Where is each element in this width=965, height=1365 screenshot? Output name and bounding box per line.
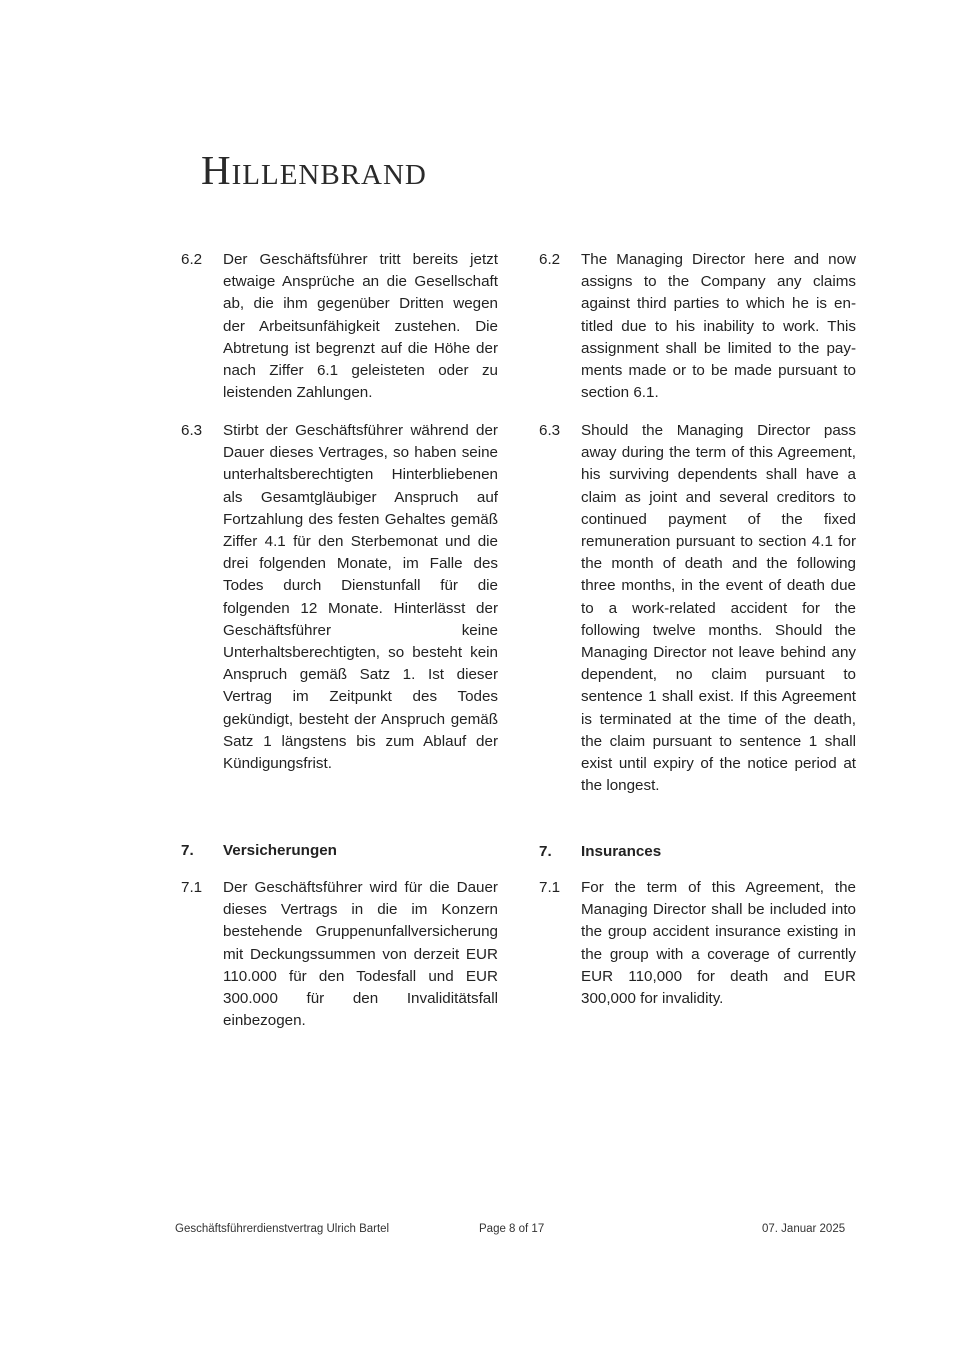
clause-number: 6.2	[539, 251, 561, 268]
footer-document-title: Geschäftsführerdienstvertrag Ulrich Bartel	[175, 1223, 390, 1235]
clause-number: 6.3	[539, 422, 561, 439]
clause-number: 7.1	[539, 879, 561, 896]
german-section-7-heading	[181, 840, 498, 862]
clause-text: Stirbt der Geschäftsführer während der Dauer dieses Vertrages, so haben seine unterhaltsberechtigten Hinterbliebenen als Gesamtgläubiger Anspruch auf Fortzahlung des festen Gehaltes gemäß Ziffer 4.1 für den Sterbemonat und die drei folgenden Monate, im Falle des Todes durch Dienstunfall für die folgenden 12 Monate. Hinterlässt der Geschäftsführer keine Unterhaltsberechtigten, so besteht kein Anspruch gemäß Satz 1. Ist dieser Vertrag im Zeitpunkt des Todes gekündigt, besteht der Anspruch gemäß Satz 1 längstens bis zum Ablauf der Kündigungsfrist.	[223, 422, 498, 773]
clause-text: Der Geschäftsführer wird für die Dauer dieses Vertrags in die im Konzern bestehende Gruppenunfallversicherung mit Deckungssummen von derzeit EUR 110.000 für den Todesfall und EUR 300.000 für den Invaliditätsfall einbezogen.	[223, 879, 498, 1030]
english-clause-6-3	[539, 420, 856, 797]
footer-date: 07. Januar 2025	[762, 1223, 846, 1235]
section-title: Versicherungen	[223, 842, 337, 859]
german-clause-7-1	[181, 877, 498, 1032]
english-clause-7-1	[539, 877, 856, 1010]
german-clause-6-3	[181, 420, 498, 775]
section-number: 7.	[539, 843, 552, 860]
clause-text: Should the Managing Director pass away during the term of this Agreement, his surviving dependents shall have a claim as joint and several creditors to continued payment of the fixed remuneration pursuant to section 4.1 for the month of death and the following three months, in the event of death due to a work-related accident for the following twelve months. Should the Managing Director not leave behind any dependent, no claim pursuant to sentence 1 shall exist. If this Agreement is terminated at the time of the death, the claim pursuant to sentence 1 shall exist until expiry of the notice period at the longest.	[581, 422, 856, 795]
footer-page-number: Page 8 of 17	[479, 1223, 545, 1235]
clause-number: 7.1	[181, 879, 203, 896]
section-number: 7.	[181, 842, 194, 859]
clause-number: 6.3	[181, 422, 203, 439]
english-clause-6-2	[539, 249, 856, 404]
clause-text: The Managing Director here and now assigns to the Company any claims against third parties to which he is entitled due to his inability to work. This assignment shall be limited to the payments made or to be made pursuant to section 6.1.	[581, 251, 856, 402]
company-logo: Hillenbrand	[201, 147, 427, 193]
german-clause-6-2	[181, 249, 498, 404]
english-section-7-heading	[539, 841, 856, 863]
section-title: Insurances	[581, 843, 662, 860]
clause-text: For the term of this Agreement, the Managing Director shall be included into the group accident insurance existing in the group with a coverage of currently EUR 110,000 for death and EUR 300,000 for invalidity.	[581, 879, 856, 1008]
clause-text: Der Geschäftsführer tritt bereits jetzt etwaige Ansprüche an die Gesellschaft ab, die ihm gegenüber Dritten wegen der Arbeitsunfähigkeit zustehen. Die Abtretung ist begrenzt auf die Höhe der nach Ziffer 6.1 geleisteten oder zu leistenden Zahlungen.	[223, 251, 498, 402]
clause-number: 6.2	[181, 251, 203, 268]
